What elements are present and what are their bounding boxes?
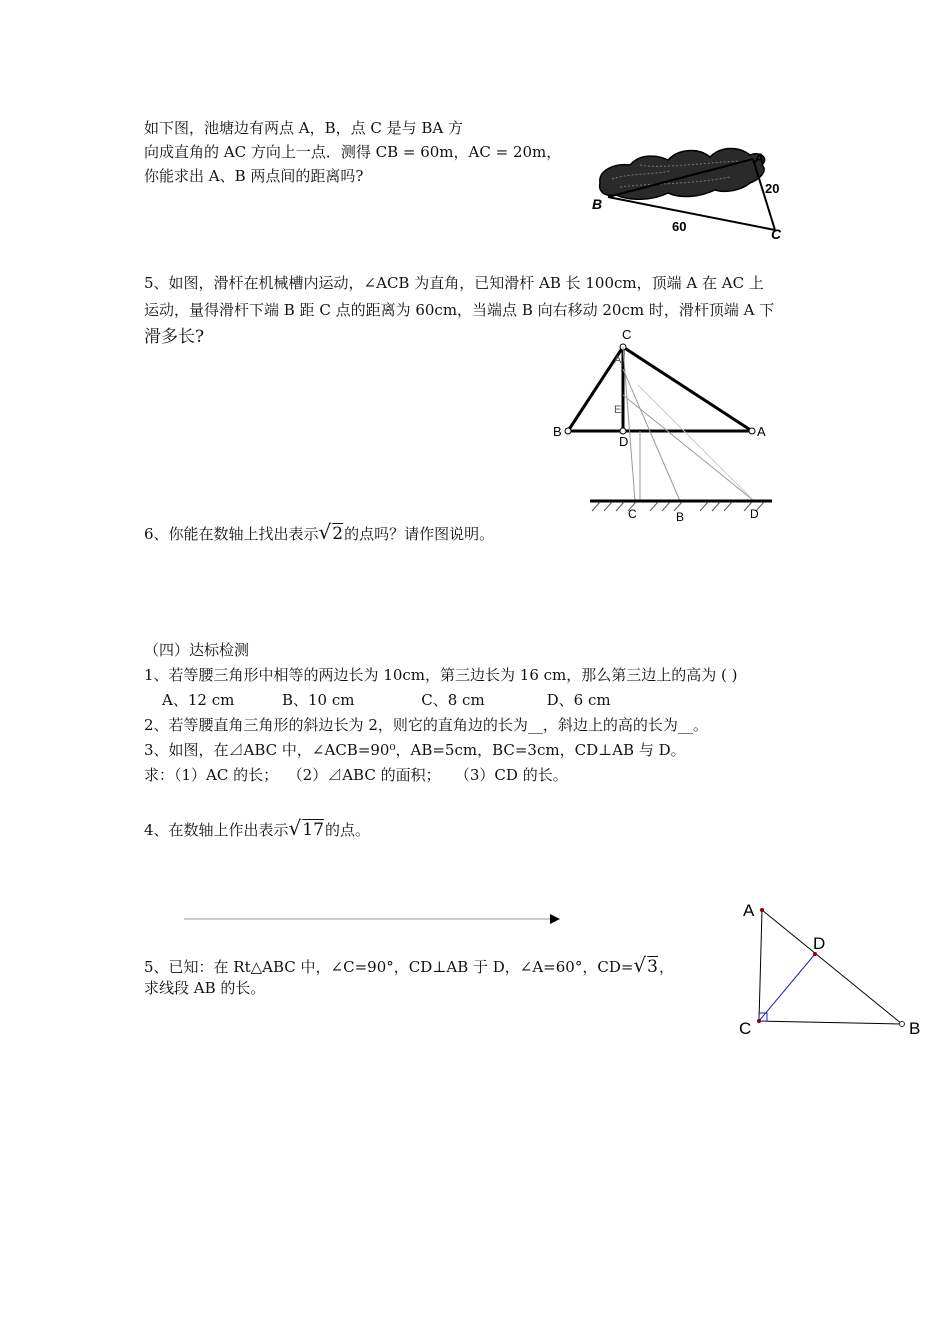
q5-prefix: 5、已知：在 Rt — [144, 958, 251, 976]
slider-label-top-a2: A — [757, 424, 766, 439]
problem5-line1: 5、如图，滑杆在机械槽内运动，∠ACB 为直角，已知滑杆 AB 长 100cm，顶端 A 在 AC 上 — [144, 274, 764, 292]
section4-q1-options: A、12 cm B、10 cm C、8 cm D、6 cm — [162, 691, 611, 709]
slider-label-bot-b: B — [676, 510, 685, 524]
tri-side-ac — [759, 910, 762, 1021]
tri-side-ab — [762, 910, 902, 1024]
pond-problem-line2: 向成直角的 AC 方向上一点．测得 CB = 60m，AC = 20m， — [144, 143, 562, 161]
slider-label-top-a: A — [614, 354, 622, 366]
sqrt17-expression — [288, 816, 325, 840]
pond-problem-line1: 如下图，池塘边有两点 A，B，点 C 是与 BA 方 — [144, 119, 464, 137]
pond-label-a: A — [754, 150, 765, 166]
section4-q4 — [144, 818, 370, 840]
q4-prefix: 4、在数轴上作出表示 — [144, 821, 289, 839]
pond-problem-line3: 你能求出 A、B 两点间的距离吗? — [144, 167, 364, 185]
q5-suffix: ， — [659, 958, 675, 976]
sqrt17-radical: √ — [288, 816, 302, 840]
tri-label-d: D — [813, 934, 826, 953]
tri-altitude-cd — [759, 954, 815, 1021]
slider-label-top-c: C — [622, 327, 632, 342]
section4-q1: 1、若等腰三角形中相等的两边长为 10cm，第三边长为 16 cm，那么第三边上的高为 ( ) — [144, 666, 738, 684]
section4-q5 — [144, 955, 674, 977]
sqrt3-expression — [633, 953, 659, 977]
pond-figure — [590, 135, 790, 245]
section4-heading: （四）达标检测 — [144, 641, 250, 659]
problem6-line — [144, 522, 494, 544]
sqrt2-radicand: 2 — [332, 524, 344, 544]
tri-label-a: A — [743, 901, 755, 920]
q5-mid: △ABC 中，∠C=90°，CD⊥AB 于 D，∠A=60°，CD= — [250, 958, 634, 976]
tri-side-cb — [759, 1021, 902, 1024]
slider-label-top-b: B — [553, 424, 562, 439]
number-line-arrow — [184, 912, 574, 926]
section4-q5-line2: 求线段 AB 的长。 — [144, 979, 266, 997]
problem5-line3: 滑多长? — [144, 327, 205, 347]
problem6-suffix: 的点吗？请作图说明。 — [344, 525, 495, 543]
right-triangle-figure — [735, 895, 935, 1045]
section4-q3-ask: 求：（1）AC 的长； （2）⊿ABC 的面积； （3）CD 的长。 — [144, 766, 568, 784]
slider-label-bot-c: C — [628, 507, 637, 521]
problem6-prefix: 6、你能在数轴上找出表示 — [144, 525, 319, 543]
slider-figure — [550, 325, 790, 525]
problem5-line2: 运动，量得滑杆下端 B 距 C 点的距离为 60cm，当端点 B 向右移动 20cm 时，滑杆顶端 A 下 — [144, 301, 775, 319]
section4-q2: 2、若等腰直角三角形的斜边长为 2，则它的直角边的长为__，斜边上的高的长为__。 — [144, 716, 708, 734]
section4-q3: 3、如图，在⊿ABC 中，∠ACB=90⁰，AB=5cm，BC=3cm，CD⊥AB 与 D。 — [144, 741, 686, 759]
tri-label-b: B — [909, 1019, 921, 1038]
tri-label-c: C — [739, 1019, 752, 1038]
pond-len-ac: 20 — [765, 181, 780, 196]
sqrt3-radical: √ — [633, 953, 647, 977]
sqrt17-radicand: 17 — [302, 820, 324, 840]
slider-label-bot-d: D — [750, 507, 759, 521]
slider-label-top-d: D — [619, 434, 629, 449]
sqrt2-radical: √ — [318, 520, 332, 544]
slider-label-top-e: E — [614, 404, 622, 416]
pond-line-bc — [608, 197, 775, 230]
q4-suffix: 的点。 — [324, 821, 370, 839]
pond-label-c: C — [771, 226, 782, 242]
pond-label-b: B — [592, 196, 603, 212]
pond-len-bc: 60 — [672, 219, 687, 234]
sqrt3-radicand: 3 — [647, 957, 658, 977]
pond-shape — [600, 149, 765, 200]
sqrt2-expression — [318, 520, 345, 544]
